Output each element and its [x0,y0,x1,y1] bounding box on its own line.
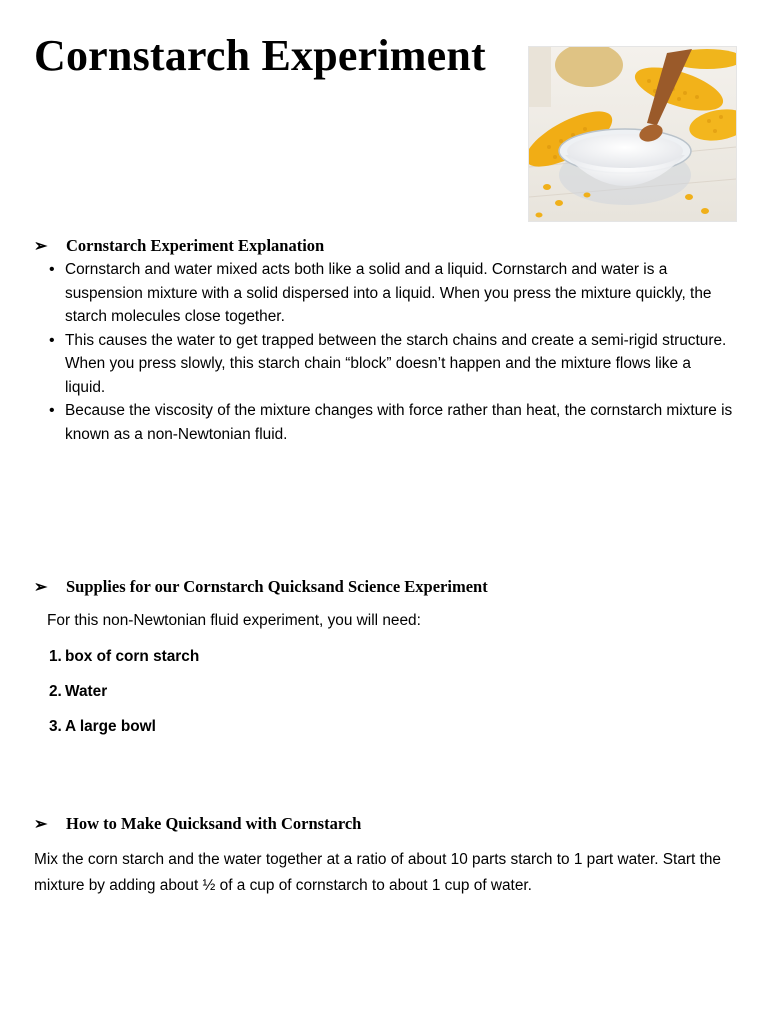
list-text: A large bowl [65,718,156,735]
section-heading-how-to [34,814,361,834]
list-number: 2. [49,683,62,700]
list-item: • This causes the water to get trapped between the starch chains and create a semi-rigid structure. When you press slowly, this starch chain “block” doesn’t happen and the mixture flows like a liquid. [49,329,733,400]
list-item [49,683,199,718]
list-number: 1. [49,648,62,665]
list-text: box of corn starch [65,648,200,665]
section-heading-supplies [34,577,488,597]
list-number: 3. [49,718,62,735]
arrow-bullet-icon: ➢ [34,238,48,255]
list-text: Water [65,683,108,700]
section-heading-text: Cornstarch Experiment Explanation [66,236,325,255]
instructions-paragraph: Mix the corn starch and the water together at a ratio of about 10 parts starch to 1 part water. Start the mixture by adding about ½ of a cup of cornstarch to about 1 cup of water. [34,851,721,894]
page-title: Cornstarch Experiment [34,31,486,80]
arrow-bullet-icon: ➢ [34,816,48,833]
supplies-list [49,648,199,753]
section-heading-text: How to Make Quicksand with Cornstarch [66,814,362,833]
section-heading-text: Supplies for our Cornstarch Quicksand Science Experiment [66,577,488,596]
supplies-intro: For this non-Newtonian fluid experiment, you will need: [47,612,421,629]
explanation-list [49,258,733,446]
list-item: • Because the viscosity of the mixture changes with force rather than heat, the cornstarch mixture is known as a non-Newtonian fluid. [49,399,733,446]
list-item [49,648,199,683]
list-item [49,718,199,753]
list-item: • Cornstarch and water mixed acts both like a solid and a liquid. Cornstarch and water is a suspension mixture with a solid dispersed into a liquid. When you press the mixture quickly, the starch molecules close together. [49,258,733,329]
cornstarch-photo [528,46,737,222]
arrow-bullet-icon: ➢ [34,579,48,596]
section-heading-explanation [34,236,324,256]
